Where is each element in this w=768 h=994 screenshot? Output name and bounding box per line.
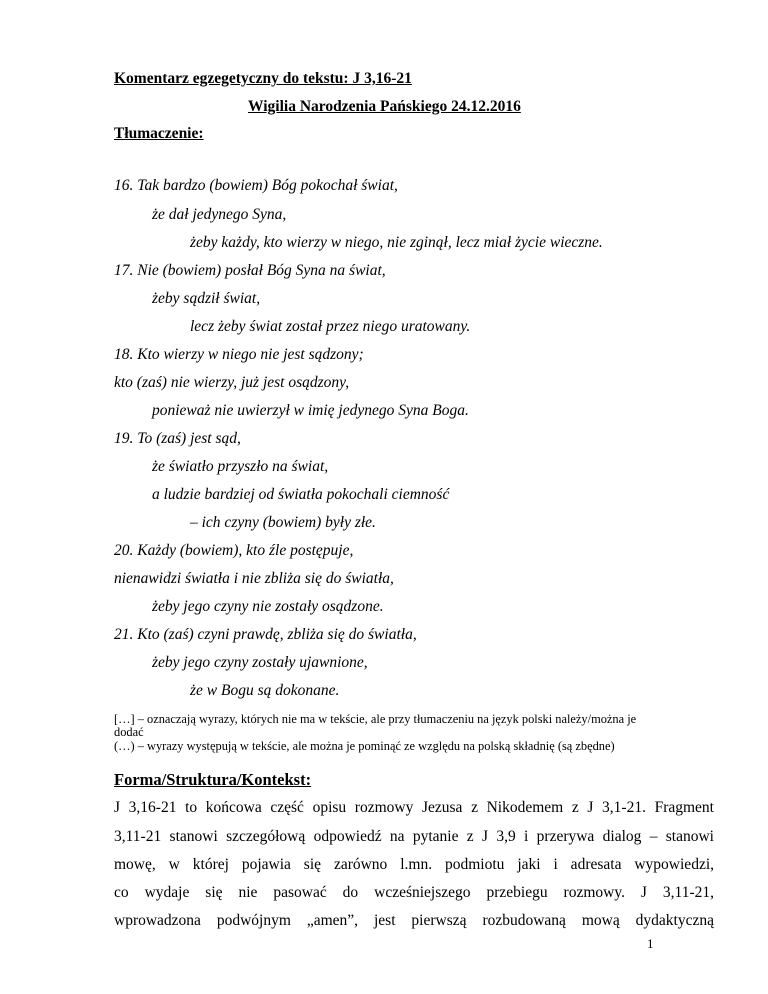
- note-line: dodać: [114, 725, 144, 739]
- note-line: […] – oznaczają wyrazy, których nie ma w tekście, ale przy tłumaczeniu na język polski należy/można je: [114, 712, 637, 726]
- verse-line: 19. To (zaś) jest sąd,: [114, 430, 241, 447]
- verse-line: nienawidzi światła i nie zbliża się do światła,: [114, 570, 394, 587]
- document-subtitle: Wigilia Narodzenia Pańskiego 24.12.2016: [248, 98, 521, 115]
- translation-heading: Tłumaczenie:: [114, 125, 204, 142]
- paragraph-line: wprowadzona podwójnym „amen”, jest pierwszą rozbudowaną mową dydaktyczną: [114, 912, 714, 929]
- verse-line: żeby jego czyny nie zostały osądzone.: [152, 598, 384, 615]
- paragraph-line: co wydaje się nie pasować do wcześniejszego przebiegu rozmowy. J 3,11-21,: [114, 884, 714, 901]
- paragraph-line: 3,11-21 stanowi szczegółową odpowiedź na pytanie z J 3,9 i przerywa dialog – stanowi: [114, 828, 714, 845]
- paragraph-line: J 3,16-21 to końcowa część opisu rozmowy Jezusa z Nikodemem z J 3,1-21. Fragment: [114, 799, 714, 816]
- verse-line: 20. Każdy (bowiem), kto źle postępuje,: [114, 542, 354, 559]
- document-title: Komentarz egzegetyczny do tekstu: J 3,16-21: [114, 70, 412, 87]
- verse-line: lecz żeby świat został przez niego uratowany.: [190, 318, 471, 335]
- verse-line: a ludzie bardziej od światła pokochali ciemność: [152, 486, 450, 503]
- verse-line: ponieważ nie uwierzył w imię jedynego Syna Boga.: [152, 402, 469, 419]
- verse-line: że w Bogu są dokonane.: [190, 682, 340, 699]
- note-line: (…) – wyrazy występują w tekście, ale można je pominąć ze względu na polską składnię (są zbędne): [114, 739, 615, 753]
- verse-line: kto (zaś) nie wierzy, już jest osądzony,: [114, 374, 350, 391]
- verse-line: 21. Kto (zaś) czyni prawdę, zbliża się do światła,: [114, 626, 417, 643]
- section-heading: Forma/Struktura/Kontekst:: [114, 770, 312, 789]
- verse-line: żeby sądził świat,: [152, 290, 261, 307]
- verse-line: żeby każdy, kto wierzy w niego, nie zginął, lecz miał życie wieczne.: [190, 234, 603, 251]
- paragraph-line: mowę, w której pojawia się zarówno l.mn. podmiotu jaki i adresata wypowiedzi,: [114, 856, 714, 873]
- verse-line: żeby jego czyny zostały ujawnione,: [152, 654, 368, 671]
- verse-line: 18. Kto wierzy w niego nie jest sądzony;: [114, 346, 364, 363]
- verse-line: – ich czyny (bowiem) były złe.: [190, 514, 376, 531]
- verse-line: że światło przyszło na świat,: [152, 458, 329, 475]
- verse-line: że dał jedynego Syna,: [152, 206, 287, 223]
- verse-line: 17. Nie (bowiem) posłał Bóg Syna na świat,: [114, 262, 386, 279]
- page-number: 1: [647, 936, 654, 951]
- verse-line: 16. Tak bardzo (bowiem) Bóg pokochał świat,: [114, 177, 398, 194]
